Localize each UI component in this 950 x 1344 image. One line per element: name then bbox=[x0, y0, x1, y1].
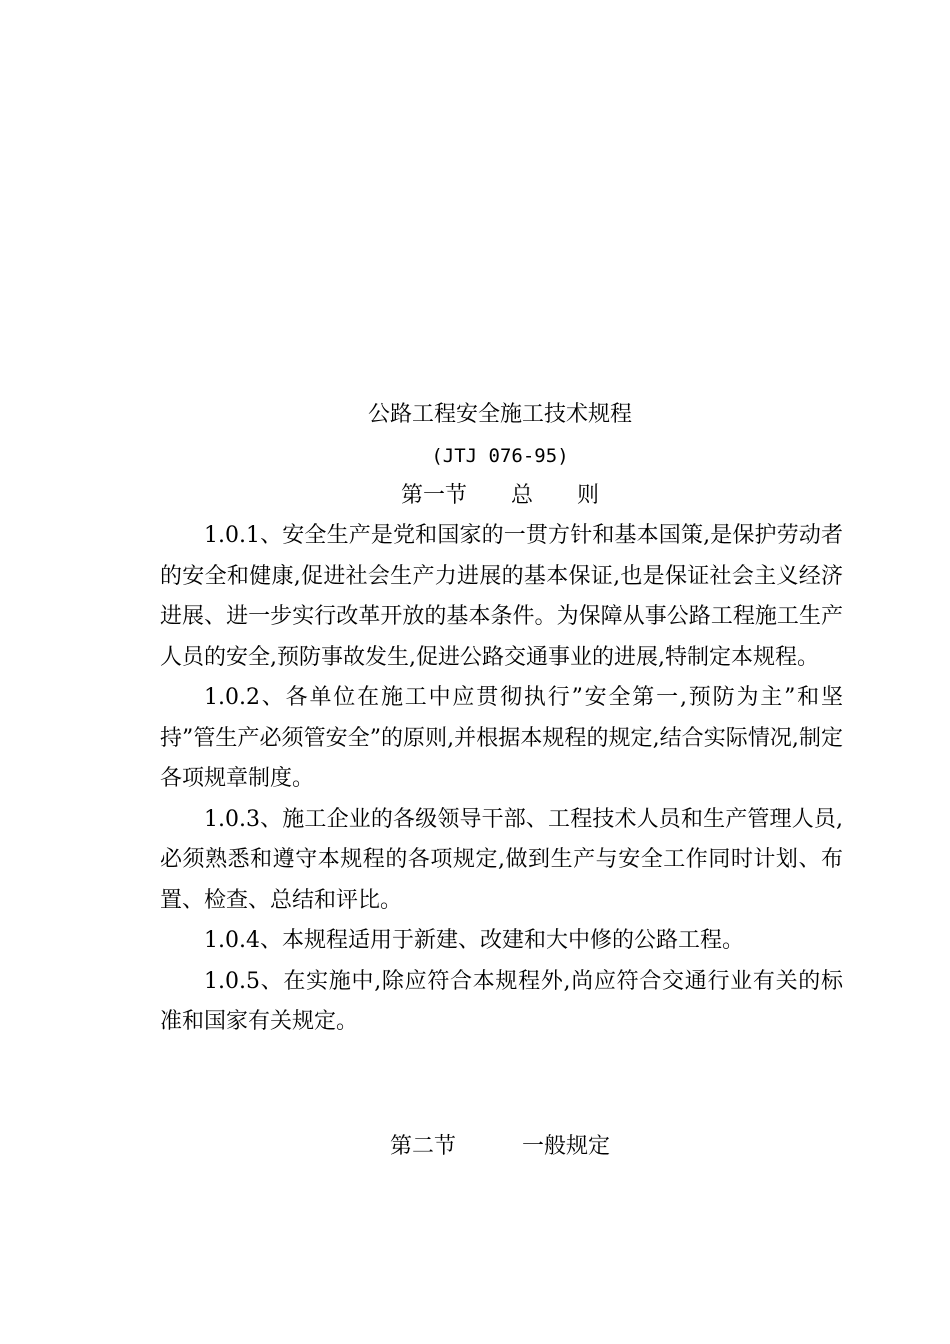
section-heading-1: 第一节 总 则 bbox=[400, 483, 599, 508]
document-title: 公路工程安全施工技术规程 bbox=[367, 402, 632, 427]
section-heading-2: 第二节 一般规定 bbox=[389, 1134, 610, 1159]
paragraph-1-0-2: 1.0.2、各单位在施工中应贯彻执行”安全第一,预防为主”和坚持”管生产必须管安全”的原则,并根据本规程的规定,结合实际情况,制定各项规章制度。 bbox=[160, 685, 843, 791]
paragraph-1-0-1: 1.0.1、安全生产是党和国家的一贯方针和基本国策,是保护劳动者的安全和健康,促进社会生产力进展的基本保证,也是保证社会主义经济进展、进一步实行改革开放的基本条件。为保障从事公路工程施工生产人员的安全,预防事故发生,促进公路交通事业的进展,特制定本规程。 bbox=[160, 523, 843, 670]
paragraph-1-0-3: 1.0.3、施工企业的各级领导干部、工程技术人员和生产管理人员,必须熟悉和遵守本规程的各项规定,做到生产与安全工作同时计划、布置、检查、总结和评比。 bbox=[160, 806, 843, 913]
standard-code: (JTJ 076-95) bbox=[431, 445, 569, 467]
section-1-body bbox=[160, 516, 843, 1043]
paragraph-1-0-5: 1.0.5、在实施中,除应符合本规程外,尚应符合交通行业有关的标准和国家有关规定。 bbox=[160, 968, 843, 1034]
paragraph-1-0-4: 1.0.4、本规程适用于新建、改建和大中修的公路工程。 bbox=[204, 928, 744, 953]
